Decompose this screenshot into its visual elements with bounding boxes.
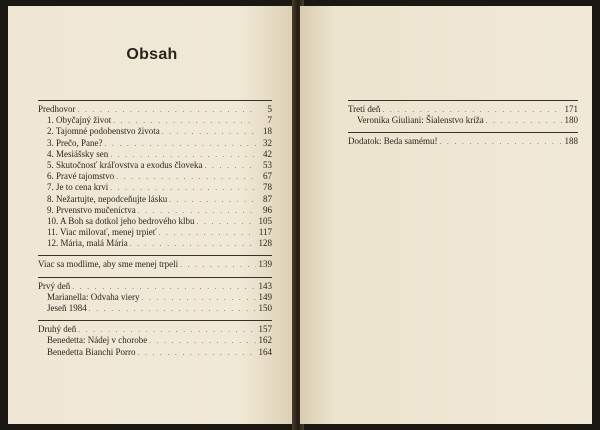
toc-leader-dots: [197, 217, 257, 228]
toc-entry-page: 128: [258, 238, 272, 249]
toc-entry-title: 7. Je to cena krvi: [47, 182, 109, 193]
toc-entry: [38, 104, 272, 115]
toc-entry-title: Viac sa modlime, aby sme menej trpeli: [38, 259, 179, 270]
toc-entry: [38, 194, 272, 205]
toc-entry-page: 87: [263, 193, 272, 204]
toc-leader-dots: [137, 348, 256, 359]
toc-entry-title: Dodatok: Beda samému!: [348, 136, 438, 147]
toc-entry-page: 164: [258, 346, 272, 357]
toc-entry-page: 180: [564, 115, 578, 126]
toc-leader-dots: [439, 137, 562, 148]
toc-entry: [38, 205, 272, 216]
toc-group: [348, 132, 578, 147]
toc-entry: [38, 227, 272, 238]
toc-entry-title: 5. Skutočnosť kráľovstva a exodus človeka: [47, 159, 203, 170]
toc-entry-title: 12. Mária, malá Mária: [47, 238, 128, 249]
toc-group: [38, 277, 272, 315]
toc-entry-page: 117: [258, 227, 272, 238]
toc-leader-dots: [180, 260, 256, 271]
toc-left-column: [38, 100, 272, 364]
toc-entry-title: Druhý deň: [38, 324, 77, 335]
toc-leader-dots: [204, 161, 256, 172]
toc-entry-title: Jeseň 1984: [47, 303, 87, 313]
toc-entry: [38, 324, 272, 335]
toc-entry-title: 10. A Boh sa dotkol jeho bedrového klbu: [47, 215, 195, 226]
toc-leader-dots: [486, 116, 562, 127]
toc-entry: [38, 182, 272, 193]
toc-entry-title: Prvý deň: [38, 280, 71, 291]
toc-entry-title: 8. Nežartujte, nepodceňujte lásku: [47, 193, 168, 204]
toc-entry-page: 143: [258, 280, 272, 291]
toc-entry-title: Predhovor: [38, 104, 76, 114]
toc-entry-page: 32: [263, 137, 272, 148]
toc-leader-dots: [116, 172, 256, 183]
toc-right-column: [348, 100, 578, 154]
toc-leader-dots: [169, 195, 256, 206]
left-page: [8, 6, 296, 424]
toc-leader-dots: [159, 228, 256, 239]
toc-entry: [38, 171, 272, 182]
toc-entry-page: 67: [263, 171, 272, 182]
toc-group: [38, 320, 272, 358]
toc-group: [348, 100, 578, 126]
toc-leader-dots: [141, 293, 256, 304]
toc-entry-title: Tretí deň: [348, 104, 381, 114]
toc-heading: Obsah: [126, 46, 178, 63]
toc-entry-page: 96: [263, 204, 272, 215]
toc-entry: [38, 160, 272, 171]
toc-entry-page: 149: [258, 291, 272, 302]
toc-entry-title: 6. Pravé tajomstvo: [47, 171, 115, 182]
toc-entry-page: 150: [258, 303, 272, 313]
toc-entry: [38, 281, 272, 292]
toc-entry-page: 42: [263, 148, 272, 159]
toc-entry-title: 9. Prvenstvo mučeníctva: [47, 204, 136, 215]
toc-entry-page: 162: [258, 335, 272, 346]
toc-leader-dots: [104, 139, 256, 150]
toc-entry-title: 11. Viac milovať, menej trpieť: [47, 227, 157, 238]
toc-entry-title: Benedetta Bianchi Porro: [47, 346, 136, 357]
toc-entry: [348, 136, 578, 147]
toc-entry-page: 157: [258, 324, 272, 335]
toc-leader-dots: [89, 304, 256, 315]
toc-entry-page: 53: [263, 159, 272, 170]
toc-entry: [38, 126, 272, 137]
toc-entry-title: Benedetta: Nádej v chorobe: [47, 335, 148, 346]
toc-leader-dots: [130, 239, 256, 250]
toc-entry-title: 2. Tajomné podobenstvo života: [47, 126, 160, 137]
toc-entry: [348, 104, 578, 115]
toc-entry-page: 7: [267, 115, 272, 126]
toc-entry: [38, 115, 272, 126]
toc-entry-title: Veronika Giuliani: Šialenstvo kríža: [357, 115, 484, 126]
toc-entry: [348, 115, 578, 126]
toc-entry: [38, 149, 272, 160]
toc-entry: [38, 303, 272, 314]
toc-entry-title: 1. Obyčajný život: [47, 115, 112, 126]
right-page: [300, 6, 592, 424]
toc-entry-page: 188: [564, 136, 578, 147]
toc-entry: [38, 335, 272, 346]
toc-entry-page: 78: [263, 182, 272, 193]
toc-leader-dots: [162, 127, 256, 138]
toc-entry: [38, 216, 272, 227]
toc-entry-page: 5: [267, 104, 272, 114]
toc-entry-title: 4. Mesiášsky sen: [47, 148, 109, 159]
toc-entry-title: Marianella: Odvaha viery: [47, 291, 140, 302]
toc-entry: [38, 259, 272, 270]
toc-entry-title: 3. Prečo, Pane?: [47, 137, 103, 148]
toc-entry: [38, 347, 272, 358]
toc-entry-page: 105: [258, 215, 272, 226]
toc-group: [38, 100, 272, 249]
toc-entry: [38, 138, 272, 149]
toc-group: [38, 255, 272, 270]
toc-entry-page: 18: [263, 126, 272, 137]
toc-entry-page: 139: [258, 259, 272, 270]
toc-entry: [38, 292, 272, 303]
toc-leader-dots: [149, 336, 256, 347]
toc-entry-page: 171: [564, 104, 578, 114]
toc-entry: [38, 238, 272, 249]
